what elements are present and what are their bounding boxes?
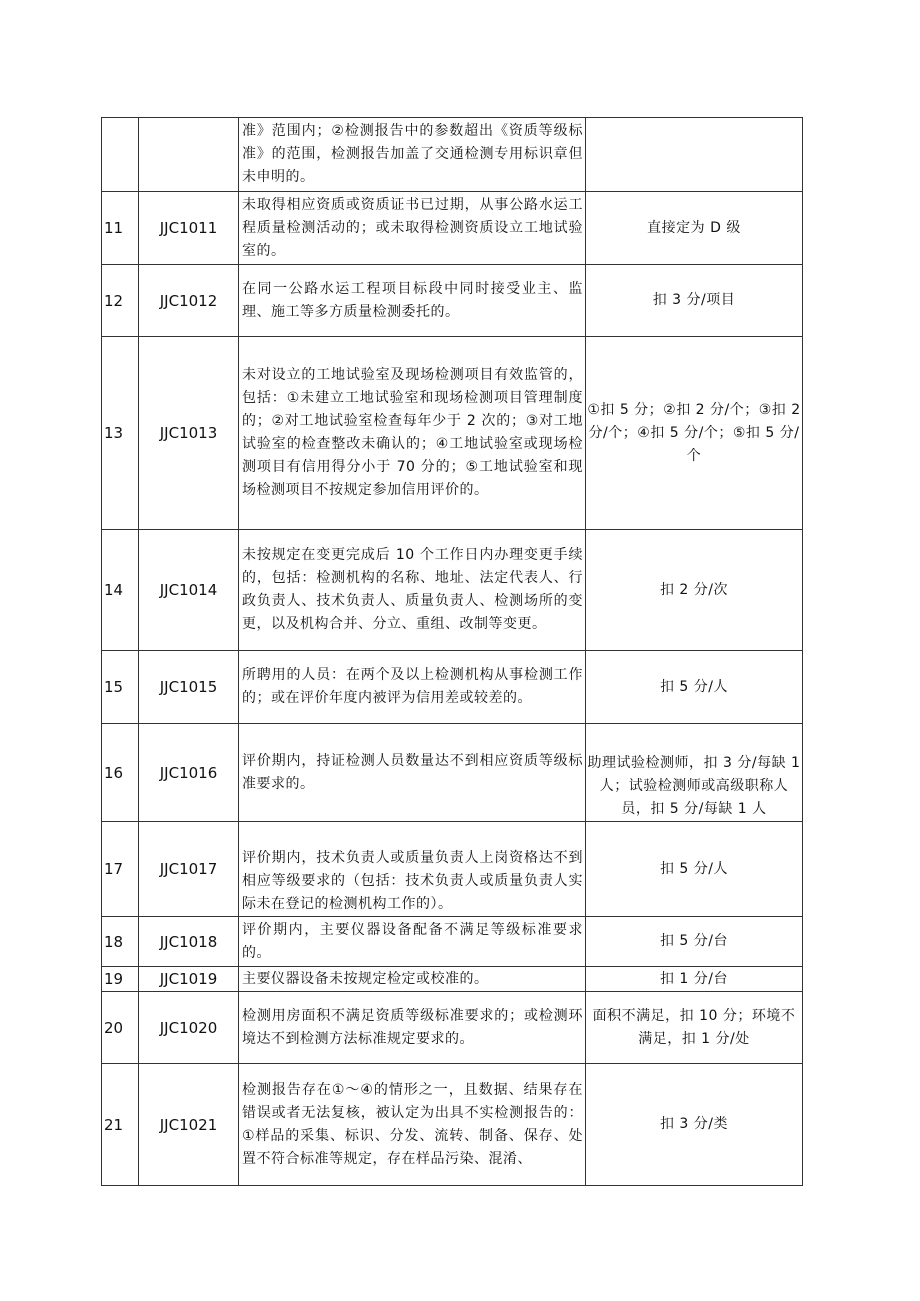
item-code: JJC1020 [139,992,239,1064]
item-description: 评价期内，持证检测人员数量达不到相应资质等级标准要求的。 [239,724,586,822]
item-code: JJC1012 [139,265,239,337]
item-description: 准》范围内；②检测报告中的参数超出《资质等级标准》的范围，检测报告加盖了交通检测专用标识章但未申明的。 [239,118,586,192]
row-number: 12 [102,265,139,337]
table-row [102,192,803,265]
item-penalty: 扣 3 分/类 [586,1064,803,1186]
item-code: JJC1013 [139,337,239,530]
item-description: 未对设立的工地试验室及现场检测项目有效监管的，包括：①未建立工地试验室和现场检测项目管理制度的；②对工地试验室检查每年少于 2 次的；③对工地试验室的检查整改未确认的；④工地试验室或现场检测项目有信用得分小于 70 分的；⑤工地试验室和现场检测项目不按规定参加信用评价的。 [239,337,586,530]
item-description: 评价期内，主要仪器设备配备不满足等级标准要求的。 [239,917,586,967]
table-row [102,651,803,724]
row-number: 14 [102,530,139,651]
item-code: JJC1015 [139,651,239,724]
item-description: 检测用房面积不满足资质等级标准要求的；或检测环境达不到检测方法标准规定要求的。 [239,992,586,1064]
item-penalty: 直接定为 D 级 [586,192,803,265]
item-penalty: 扣 5 分/人 [586,822,803,917]
item-description: 所聘用的人员：在两个及以上检测机构从事检测工作的；或在评价年度内被评为信用差或较差的。 [239,651,586,724]
credit-penalty-table [101,117,803,1186]
table-row [102,265,803,337]
table-row [102,917,803,967]
table-row [102,1064,803,1186]
item-code: JJC1011 [139,192,239,265]
item-description: 未按规定在变更完成后 10 个工作日内办理变更手续的，包括：检测机构的名称、地址、法定代表人、行政负责人、技术负责人、质量负责人、检测场所的变更，以及机构合并、分立、重组、改制等变更。 [239,530,586,651]
item-code [139,118,239,192]
item-penalty: ①扣 5 分；②扣 2 分/个；③扣 2 分/个；④扣 5 分/个；⑤扣 5 分/个 [586,337,803,530]
item-penalty: 扣 3 分/项目 [586,265,803,337]
table-row [102,337,803,530]
item-code: JJC1016 [139,724,239,822]
item-description: 评价期内，技术负责人或质量负责人上岗资格达不到相应等级要求的（包括：技术负责人或质量负责人实际未在登记的检测机构工作的）。 [239,822,586,917]
item-penalty: 扣 2 分/次 [586,530,803,651]
item-penalty: 扣 5 分/台 [586,917,803,967]
item-code: JJC1014 [139,530,239,651]
row-number: 21 [102,1064,139,1186]
item-penalty: 面积不满足，扣 10 分；环境不满足，扣 1 分/处 [586,992,803,1064]
table-row [102,822,803,917]
table-row [102,530,803,651]
table-row [102,118,803,192]
row-number [102,118,139,192]
item-description: 在同一公路水运工程项目标段中同时接受业主、监理、施工等多方质量检测委托的。 [239,265,586,337]
item-code: JJC1019 [139,967,239,992]
item-code: JJC1017 [139,822,239,917]
row-number: 18 [102,917,139,967]
item-description: 主要仪器设备未按规定检定或校准的。 [239,967,586,992]
row-number: 13 [102,337,139,530]
item-penalty: 助理试验检测师，扣 3 分/每缺 1 人；试验检测师或高级职称人员，扣 5 分/每缺 1 人 [586,724,803,822]
item-code: JJC1018 [139,917,239,967]
item-description: 未取得相应资质或资质证书已过期，从事公路水运工程质量检测活动的；或未取得检测资质设立工地试验室的。 [239,192,586,265]
row-number: 11 [102,192,139,265]
table-row [102,724,803,822]
table-row [102,967,803,992]
row-number: 20 [102,992,139,1064]
item-code: JJC1021 [139,1064,239,1186]
table-row [102,992,803,1064]
item-penalty: 扣 1 分/台 [586,967,803,992]
row-number: 19 [102,967,139,992]
item-penalty [586,118,803,192]
item-description: 检测报告存在①～④的情形之一，且数据、结果存在错误或者无法复核，被认定为出具不实检测报告的：①样品的采集、标识、分发、流转、制备、保存、处置不符合标准等规定，存在样品污染、混淆、 [239,1064,586,1186]
row-number: 17 [102,822,139,917]
row-number: 15 [102,651,139,724]
item-penalty: 扣 5 分/人 [586,651,803,724]
row-number: 16 [102,724,139,822]
